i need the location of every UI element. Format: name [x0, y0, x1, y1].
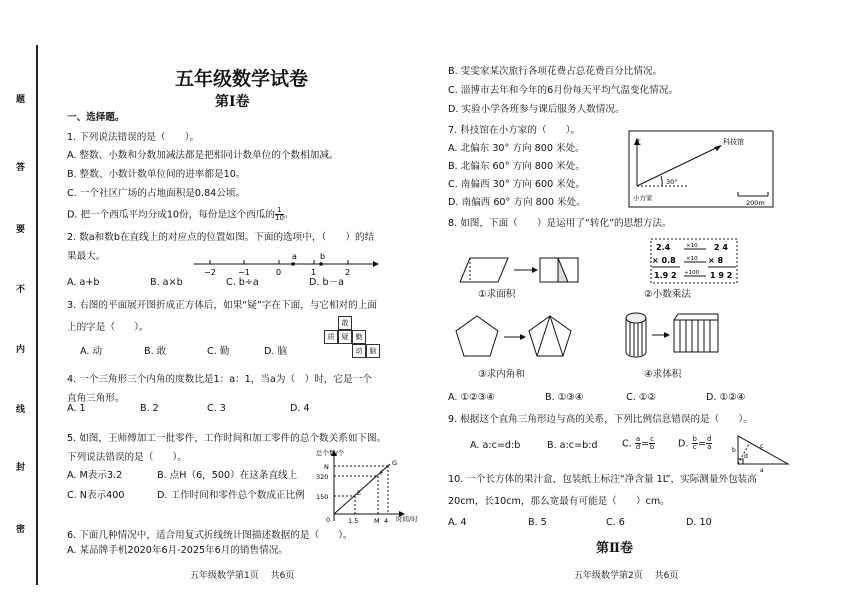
- question-1: 1. 下列说法错误的是（ ）。: [67, 132, 200, 143]
- origin-label: 0: [326, 516, 331, 524]
- point-a: [291, 262, 295, 266]
- q5-option-c: C. N表示400: [67, 490, 125, 501]
- fraction: [275, 207, 284, 222]
- q9-option-c: C. $\frac{a}{d}$ = $\frac{c}{b}$: [622, 435, 655, 451]
- fraction-numerator: 1: [275, 207, 284, 215]
- x-label-4: 4: [384, 517, 389, 525]
- tick-label: −1: [238, 268, 250, 277]
- part-one-title: 第Ⅰ卷: [215, 94, 250, 110]
- fraction-denominator: 10: [274, 214, 284, 222]
- q2-option-a: A. a+b: [67, 277, 100, 288]
- q1-d-text: D. 把一个西瓜平均分成10份，每份是这个西瓜的: [67, 209, 275, 221]
- q9-option-b: B. a:c=b:d: [547, 440, 598, 451]
- tick-label: −2: [204, 268, 216, 277]
- fraction-numerator: b: [692, 435, 697, 443]
- q9-c-letter: C.: [622, 438, 632, 450]
- q2-option-c: C. b÷a: [226, 277, 259, 288]
- fraction: [706, 436, 712, 451]
- figure-label-area: ①求面积: [478, 289, 516, 300]
- mult-f: 1 9 2: [710, 271, 733, 280]
- y-label-150: 150: [316, 493, 329, 501]
- cube-face: 脑: [366, 344, 380, 358]
- decimal-multiplication: [650, 238, 740, 286]
- mult-b: × 0.8: [652, 256, 676, 265]
- fraction-denominator: a: [707, 443, 712, 451]
- fraction-numerator: d: [707, 435, 712, 443]
- q10-option-a: A. 4: [448, 517, 467, 528]
- binding-char: 要: [16, 225, 26, 235]
- figure-label-angles: ③求内角和: [478, 369, 525, 380]
- side-b: b: [732, 447, 736, 454]
- q3-option-c: C. 勤: [207, 346, 230, 357]
- page-footer: 五年级数学第2页 共6页: [574, 571, 679, 581]
- x-label-m: M: [374, 517, 380, 525]
- op-1: ×10: [686, 243, 698, 249]
- q8-option-b: B. ①③④: [545, 392, 584, 403]
- binding-line: [36, 45, 38, 585]
- q7-option-b: B. 北偏东 60° 方向 800 米处。: [448, 161, 585, 172]
- q5-option-d: D. 工作时间和零件总个数成正比例: [157, 490, 305, 501]
- q3-option-b: B. 敢: [144, 346, 167, 357]
- y-axis-label: 总个数/个: [316, 449, 345, 457]
- tick-label: 0: [276, 268, 282, 277]
- q6-option-d: D. 实验小学各班参与课后服务人数情况。: [448, 104, 625, 115]
- question-2: 2. 数a和数b在直线上的对应点的位置如图。下面的选项中，（ ）的结: [67, 232, 375, 243]
- binding-char: 内: [16, 345, 26, 355]
- fraction-numerator: c: [650, 435, 655, 443]
- question-7: 7. 科技馆在小方家的（ ）。: [448, 125, 581, 136]
- q6-option-a: A. 某品牌手机2020年6月-2025年6月的销售情况。: [67, 545, 288, 556]
- q2-option-d: D. b－a: [309, 277, 345, 288]
- fraction-denominator: d: [635, 443, 641, 451]
- question-3: 3. 右图的平面展开图折成正方体后，如果“疑”字在下面，与它相对的上面: [67, 300, 377, 311]
- question-10-cont: 20cm，长10cm，那么宽最有可能是（ ）cm。: [448, 496, 670, 507]
- q1-option-a: A. 整数、小数和分数加减法都是把相同计数单位的个数相加减。: [67, 150, 339, 161]
- q8-option-a: A. ①②③④: [448, 392, 495, 403]
- mult-e: × 8: [708, 256, 724, 265]
- point-g: G: [392, 459, 398, 467]
- pentagon-figure: [452, 312, 582, 362]
- y-label-n: N: [324, 463, 329, 471]
- label-b: b: [320, 252, 326, 261]
- q9-d-letter: D.: [678, 438, 689, 450]
- point-b: [319, 262, 323, 266]
- question-3-cont: 上的字是（ ）。: [67, 322, 149, 333]
- part-two-title: 第Ⅱ卷: [596, 541, 633, 556]
- q2-option-b: B. a×b: [150, 277, 183, 288]
- number-line-ticks: [210, 260, 348, 264]
- question-10: 10. 一个长方体的果汁盒，包装纸上标注“净含量 1L”，实际测量外包装高: [448, 474, 757, 485]
- cube-face: 疑: [338, 330, 352, 344]
- exam-title: 五年级数学试卷: [175, 68, 309, 90]
- q4-option-a: A. 1: [67, 403, 86, 414]
- q7-option-a: A. 北偏东 30° 方向 800 米处。: [448, 143, 585, 154]
- tick-label: 2: [345, 268, 351, 277]
- cube-face: 敢: [338, 316, 352, 330]
- q4-option-d: D. 4: [290, 403, 310, 414]
- question-9: 9. 根据这个直角三角形边与高的关系，下列比例信息错误的是（ ）。: [448, 414, 753, 425]
- q3-option-a: A. 动: [80, 346, 103, 357]
- cube-face: 勤: [352, 330, 366, 344]
- q1-option-c: C. 一个社区广场的占地面积是0.84公顷。: [67, 188, 246, 199]
- binding-char: 线: [16, 405, 26, 415]
- tick-label: 1: [311, 268, 317, 277]
- q6-option-b: B. 雯雯家某次旅行各项花费占总花费百分比情况。: [448, 66, 663, 77]
- mult-c: 1.9 2: [654, 271, 677, 280]
- q8-option-d: D. ①②④: [706, 392, 746, 403]
- work-time-graph: [310, 447, 420, 525]
- mult-d: 2 4: [714, 243, 728, 252]
- binding-char: 题: [16, 95, 26, 105]
- q5-option-a: A. M表示3.2: [67, 470, 123, 481]
- cylinder-figure: [622, 310, 722, 360]
- question-5: 5. 如图，王师傅加工一批零件，工作时间和加工零件的总个数关系如下图。: [67, 433, 387, 444]
- y-label-320: 320: [316, 473, 329, 481]
- q9-option-d: D. $\frac{b}{c}$ = $\frac{d}{a}$: [678, 435, 712, 451]
- q8-option-c: C. ①②: [626, 392, 656, 403]
- q1-option-b: B. 整数、小数计数单位间的进率都是10。: [67, 169, 246, 180]
- height-d: d: [744, 453, 748, 460]
- q6-option-c: C. 淄博市去年和今年的6月份每天平均气温变化情况。: [448, 85, 678, 96]
- fraction-denominator: c: [692, 443, 697, 451]
- q10-option-c: C. 6: [606, 517, 625, 528]
- question-8: 8. 如图，下面（ ）是运用了“转化”的思想方法。: [448, 218, 672, 229]
- fraction-numerator: a: [635, 435, 641, 443]
- scale-label: 200m: [746, 199, 765, 207]
- location-map: [628, 130, 776, 210]
- side-c: c: [760, 443, 764, 450]
- binding-char: 密: [16, 525, 26, 535]
- fraction-denominator: b: [649, 443, 655, 451]
- binding-char: 不: [16, 285, 26, 295]
- cube-face: 动: [352, 344, 366, 358]
- north-label: 北: [634, 138, 641, 146]
- question-4-cont: 直角三角形。: [67, 393, 125, 404]
- fraction: [635, 436, 641, 451]
- q4-option-b: B. 2: [140, 403, 159, 414]
- op-3: ÷100: [684, 270, 700, 276]
- right-triangle-figure: [732, 432, 792, 474]
- figure-label-multiply: ②小数乘法: [644, 289, 691, 300]
- q10-option-b: B. 5: [528, 517, 547, 528]
- mult-a: 2.4: [656, 243, 671, 252]
- figure-label-volume: ④求体积: [644, 369, 682, 380]
- fraction: [692, 436, 698, 451]
- point-f: F: [380, 469, 384, 477]
- op-2: ×10: [686, 256, 698, 262]
- binding-char: 封: [16, 463, 26, 473]
- label-a: a: [292, 252, 297, 261]
- page-footer: 五年级数学第1页 共6页: [190, 571, 295, 581]
- angle-label: 30°: [666, 178, 678, 186]
- cube-face: 质: [324, 330, 338, 344]
- x-axis-label: 时间/时: [396, 515, 418, 523]
- parallelogram-figure: [452, 252, 582, 286]
- q1-option-d: [67, 207, 294, 222]
- q10-option-d: D. 10: [686, 517, 712, 528]
- number-line: [190, 250, 380, 280]
- museum-label: 科技馆: [723, 138, 744, 146]
- question-6: 6. 下面几种情况中，适合用复式折线统计图描述数据的是（ ）。: [67, 530, 353, 541]
- question-4: 4. 一个三角形三个内角的度数比是1：a：1，当a为（ ）时，它是一个: [67, 374, 372, 385]
- point-e: E: [357, 489, 362, 497]
- q5-option-b: B. 点H（6，500）在这条直线上: [157, 470, 298, 481]
- binding-strip: [0, 0, 44, 608]
- q7-option-c: C. 南偏西 30° 方向 600 米处。: [448, 179, 586, 190]
- section-heading: 一、选择题。: [67, 112, 125, 123]
- q4-option-c: C. 3: [207, 403, 226, 414]
- x-label-1-5: 1.5: [348, 517, 359, 525]
- binding-char: 答: [16, 163, 26, 173]
- question-2-cont: 果最大。: [67, 251, 106, 262]
- q1-d-end: 。: [283, 209, 294, 221]
- q3-option-d: D. 脑: [264, 346, 288, 357]
- fraction: [649, 436, 655, 451]
- q9-option-a: A. a:c=d:b: [470, 440, 521, 451]
- side-a: a: [760, 467, 764, 474]
- home-label: 小方家: [633, 194, 653, 202]
- q7-option-d: D. 南偏西 60° 方向 800 米处。: [448, 197, 586, 208]
- question-5-cont: 下列说法错误的是（ ）。: [67, 452, 187, 463]
